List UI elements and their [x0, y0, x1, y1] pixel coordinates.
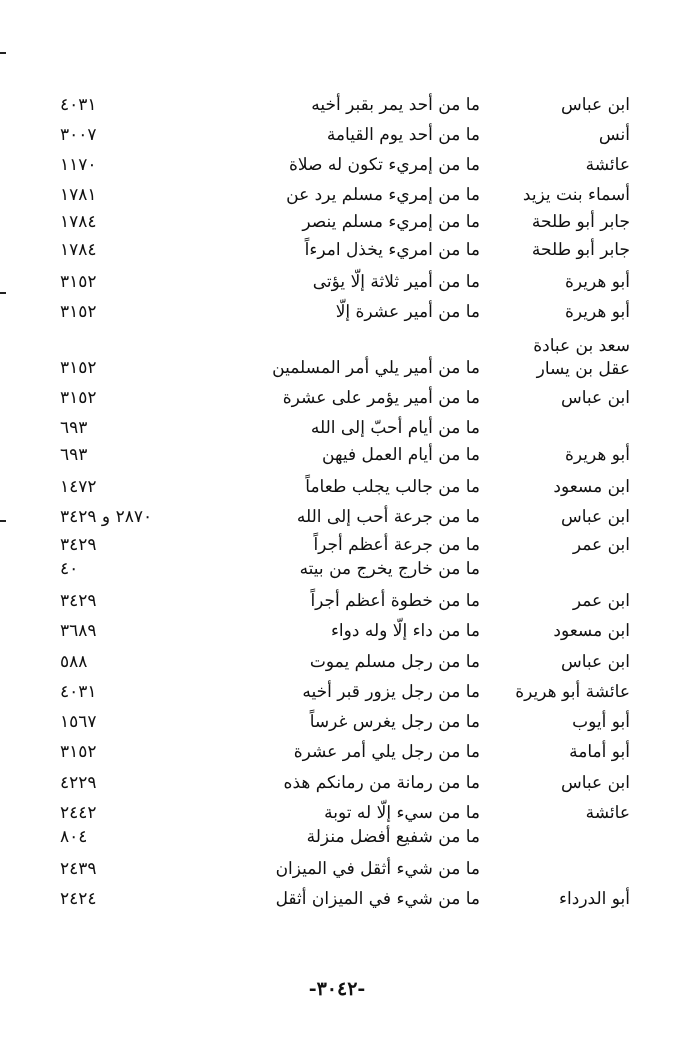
hadith-number	[60, 383, 260, 413]
hadith-incipit: ما من شيء أثقل في الميزان	[275, 859, 480, 879]
index-row	[0, 616, 674, 646]
hadith-number-text: ٤٢٢٩	[60, 773, 97, 793]
narrator-cell: عائشة	[585, 803, 630, 823]
index-row	[0, 297, 674, 327]
hadith-incipit: ما من امريء يخذل امرءاً	[304, 240, 480, 260]
hadith-incipit: ما من أمير ثلاثة إلّا يؤتى	[312, 272, 480, 292]
narrator-cell: أنس	[598, 125, 630, 145]
scan-edge-mark	[0, 52, 6, 54]
index-row	[0, 210, 674, 237]
narrator-cell: أبو هريرة	[564, 272, 630, 292]
hadith-incipit: ما من أحد يمر بقبر أخيه	[311, 95, 480, 115]
narrator-cell: ابن عمر	[572, 535, 630, 555]
index-row	[0, 237, 674, 265]
hadith-number	[60, 616, 260, 646]
hadith-number	[60, 413, 260, 443]
hadith-number-text: ٤٠	[60, 559, 79, 579]
hadith-number-text: ٥٨٨	[60, 652, 88, 672]
index-row	[0, 737, 674, 767]
hadith-incipit: ما من جرعة أعظم أجراً	[313, 535, 480, 555]
narrator-cell: جابر أبو طلحة	[531, 212, 630, 232]
hadith-number	[60, 180, 260, 210]
index-row	[0, 646, 674, 677]
narrator-cell: ابن عمر	[572, 591, 630, 611]
narrator-cell: ابن عباس	[560, 652, 630, 672]
hadith-number-text: ١٧٨٤	[60, 212, 97, 232]
hadith-number-text: ١٥٦٧	[60, 712, 97, 732]
hadith-number-text: ٤٠٣١	[60, 682, 97, 702]
index-row	[0, 265, 674, 297]
hadith-number	[60, 207, 260, 237]
narrator-cell: عائشة	[585, 155, 630, 175]
index-row	[0, 150, 674, 180]
hadith-number-text: ٢٨٧٠ و ٣٤٢٩	[60, 507, 153, 527]
narrator-cell: ابن مسعود	[553, 477, 630, 497]
index-row	[0, 180, 674, 210]
hadith-incipit: ما من خارج يخرج من بيته	[299, 559, 480, 579]
hadith-incipit: ما من أيام أحبّ إلى الله	[310, 418, 480, 438]
narrator-cell	[480, 335, 630, 381]
index-row	[0, 852, 674, 884]
hadith-number-text: ٣١٥٢	[60, 742, 97, 762]
narrator-cell: أسماء بنت يزيد	[522, 185, 630, 205]
hadith-number	[60, 822, 260, 852]
hadith-number	[60, 120, 260, 150]
hadith-number-text: ٢٤٣٩	[60, 859, 97, 879]
hadith-incipit: ما من رجل مسلم يموت	[309, 652, 480, 672]
hadith-incipit: ما من شفيع أفضل منزلة	[306, 827, 480, 847]
narrator-cell: عائشة أبو هريرة	[515, 682, 630, 702]
hadith-incipit: ما من أحد يوم القيامة	[326, 125, 480, 145]
hadith-number-text: ٣٦٨٩	[60, 621, 97, 641]
hadith-number	[60, 647, 260, 677]
index-row	[0, 560, 674, 584]
hadith-number-text: ٣٤٢٩	[60, 535, 97, 555]
index-row	[0, 470, 674, 502]
hadith-number	[60, 267, 260, 297]
index-row	[0, 90, 674, 120]
index-table	[0, 90, 674, 914]
hadith-incipit: ما من جالب يجلب طعاماً	[305, 477, 480, 497]
hadith-number-text: ١٧٨١	[60, 185, 97, 205]
hadith-number-text: ٨٠٤	[60, 827, 88, 847]
index-row	[0, 120, 674, 150]
page-number: -٣٠٤٢-	[308, 978, 366, 1000]
index-row	[0, 584, 674, 616]
narrator-cell: أبو هريرة	[564, 302, 630, 322]
hadith-number-text: ٣٠٠٧	[60, 125, 97, 145]
hadith-number-text: ٢٤٤٢	[60, 803, 97, 823]
index-row	[0, 413, 674, 443]
index-row	[0, 502, 674, 532]
hadith-number	[60, 235, 260, 265]
narrator-cell: أبو هريرة	[564, 445, 630, 465]
index-row	[0, 828, 674, 852]
hadith-incipit: ما من شيء في الميزان أثقل	[275, 889, 480, 909]
hadith-incipit: ما من أمير يؤمر على عشرة	[282, 388, 480, 408]
hadith-incipit: ما من أمير عشرة إلّا	[335, 302, 480, 322]
hadith-number-text: ١٤٧٢	[60, 477, 97, 497]
hadith-number	[60, 586, 260, 616]
narrator-cell: جابر أبو طلحة	[531, 240, 630, 260]
narrator-name: سعد بن عبادة	[533, 336, 630, 356]
narrator-cell: أبو أمامة	[569, 742, 630, 762]
narrator-name: عقل بن يسار	[536, 359, 630, 379]
hadith-number-text: ١٧٨٤	[60, 240, 97, 260]
hadith-number	[60, 884, 260, 914]
index-row	[0, 884, 674, 914]
hadith-incipit: ما من إمريء تكون له صلاة	[288, 155, 480, 175]
hadith-number-text: ٣١٥٢	[60, 272, 97, 292]
narrator-cell: أبو الدرداء	[559, 889, 630, 909]
narrator-cell: ابن عباس	[560, 95, 630, 115]
narrator-cell: ابن عباس	[560, 388, 630, 408]
hadith-incipit: ما من إمريء مسلم ينصر	[302, 212, 480, 232]
hadith-number-text: ٣١٥٢	[60, 302, 97, 322]
hadith-incipit: ما من رجل يغرس غرساً	[309, 712, 480, 732]
narrator-cell: ابن عباس	[560, 773, 630, 793]
hadith-incipit: ما من خطوة أعظم أجراً	[310, 591, 480, 611]
hadith-incipit: ما من رجل يزور قبر أخيه	[302, 682, 480, 702]
narrator-cell: ابن مسعود	[553, 621, 630, 641]
hadith-number	[60, 677, 260, 707]
hadith-number	[60, 737, 260, 767]
hadith-incipit: ما من أيام العمل فيهن	[322, 445, 480, 465]
hadith-incipit: ما من رمانة من رمانكم هذه	[283, 773, 480, 793]
hadith-number-text: ٢٤٢٤	[60, 889, 97, 909]
narrator-cell: أبو أيوب	[572, 712, 630, 732]
index-row	[0, 677, 674, 707]
hadith-number	[60, 297, 260, 327]
hadith-number-text: ٣٤٢٩	[60, 591, 97, 611]
hadith-number-text: ١١٧٠	[60, 155, 97, 175]
hadith-number	[60, 554, 260, 584]
index-row	[0, 767, 674, 798]
index-row	[0, 327, 674, 383]
hadith-number	[60, 502, 260, 532]
index-row	[0, 443, 674, 470]
hadith-incipit: ما من أمير يلي أمر المسلمين	[272, 358, 480, 378]
hadith-incipit: ما من رجل يلي أمر عشرة	[293, 742, 480, 762]
hadith-incipit: ما من سيء إلّا له توبة	[324, 803, 480, 823]
hadith-incipit: ما من داء إلّا وله دواء	[330, 621, 480, 641]
hadith-number	[60, 768, 260, 798]
hadith-number-text: ٣١٥٢	[60, 388, 97, 408]
index-row	[0, 707, 674, 737]
hadith-number	[60, 440, 260, 470]
hadith-number	[60, 353, 260, 383]
hadith-number-text: ٦٩٣	[60, 445, 88, 465]
hadith-number	[60, 90, 260, 120]
hadith-number	[60, 472, 260, 502]
hadith-incipit: ما من إمريء مسلم يرد عن	[286, 185, 480, 205]
hadith-incipit: ما من جرعة أحب إلى الله	[296, 507, 480, 527]
hadith-number-text: ٦٩٣	[60, 418, 88, 438]
narrator-cell: ابن عباس	[560, 507, 630, 527]
hadith-number	[60, 150, 260, 180]
hadith-number	[60, 707, 260, 737]
hadith-number-text: ٤٠٣١	[60, 95, 97, 115]
hadith-number-text: ٣١٥٢	[60, 358, 97, 378]
index-row	[0, 383, 674, 413]
hadith-number	[60, 854, 260, 884]
